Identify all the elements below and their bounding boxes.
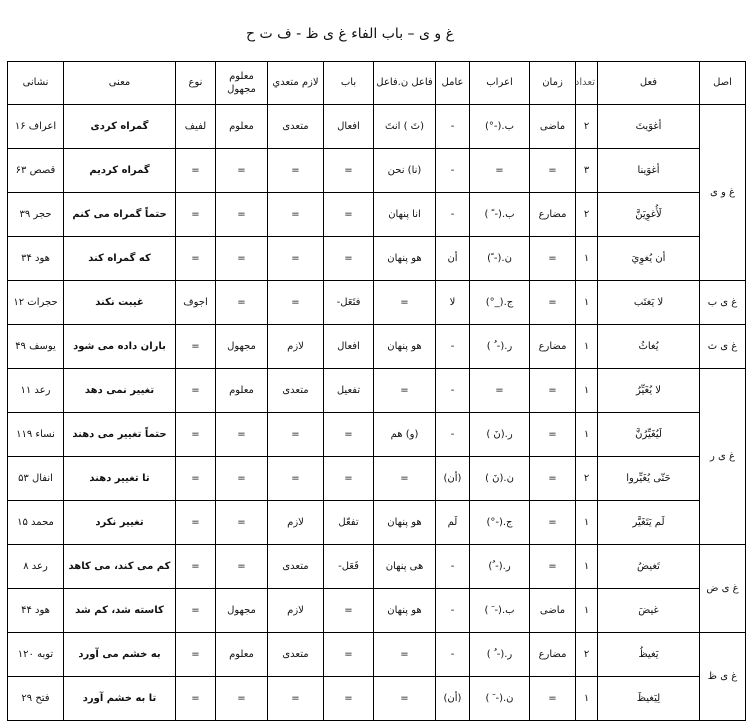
count-cell: ۱ (576, 281, 598, 325)
tense-cell: = (530, 545, 576, 589)
pattern-cell: = (324, 149, 374, 193)
verb-cell: أغوَيتَ (598, 105, 700, 149)
voice-cell: = (216, 281, 268, 325)
count-cell: ۳ (576, 149, 598, 193)
meaning-cell: تغییر نکرد (64, 501, 176, 545)
transitivity-cell: = (268, 413, 324, 457)
type-cell: = (176, 413, 216, 457)
header-row (8, 62, 746, 105)
inflection-cell: ر.(نَ ) (470, 413, 530, 457)
pattern-cell: = (324, 413, 374, 457)
table-row (8, 633, 746, 677)
reference-cell: فتح ۲۹ (8, 677, 64, 721)
voice-cell: = (216, 193, 268, 237)
subject-cell: = (374, 633, 436, 677)
count-cell: ۱ (576, 501, 598, 545)
governor-cell: - (436, 633, 470, 677)
meaning-cell: حتماً گمراه می کنم (64, 193, 176, 237)
verb-cell: أغوَينا (598, 149, 700, 193)
header-erab: اعراب (470, 62, 530, 105)
subject-cell: = (374, 369, 436, 413)
voice-cell: = (216, 413, 268, 457)
pattern-cell: تفعّل (324, 501, 374, 545)
voice-cell: مجهول (216, 589, 268, 633)
voice-cell: = (216, 677, 268, 721)
transitivity-cell: = (268, 149, 324, 193)
pattern-cell: افعال (324, 325, 374, 369)
count-cell: ۱ (576, 237, 598, 281)
count-cell: ۲ (576, 193, 598, 237)
inflection-cell: ب.(-°) (470, 105, 530, 149)
table-row (8, 237, 746, 281)
count-cell: ۲ (576, 633, 598, 677)
header-asl: اصل (700, 62, 746, 105)
count-cell: ۱ (576, 589, 598, 633)
governor-cell: - (436, 413, 470, 457)
transitivity-cell: متعدی (268, 105, 324, 149)
header-neshani: نشانی (8, 62, 64, 105)
transitivity-cell: لازم (268, 589, 324, 633)
meaning-cell: به خشم می آورد (64, 633, 176, 677)
governor-cell: - (436, 105, 470, 149)
transitivity-cell: متعدی (268, 545, 324, 589)
transitivity-cell: = (268, 677, 324, 721)
inflection-cell: ن.(- َ ) (470, 677, 530, 721)
tense-cell: مضارع (530, 325, 576, 369)
meaning-cell: کاسته شد، کم شد (64, 589, 176, 633)
inflection-cell: ر.(- ُ) (470, 545, 530, 589)
pattern-cell: = (324, 677, 374, 721)
header-fael: فاعل ن.فاعل (374, 62, 436, 105)
voice-cell: معلوم (216, 369, 268, 413)
tense-cell: = (530, 369, 576, 413)
reference-cell: هود ۴۴ (8, 589, 64, 633)
header-lazem: لازم متعدي (268, 62, 324, 105)
governor-cell: أن (436, 237, 470, 281)
type-cell: = (176, 589, 216, 633)
pattern-cell: = (324, 633, 374, 677)
table-row (8, 413, 746, 457)
inflection-cell: = (470, 149, 530, 193)
table-row (8, 589, 746, 633)
type-cell: = (176, 501, 216, 545)
tense-cell: = (530, 237, 576, 281)
verb-cell: لِيَغيظَ (598, 677, 700, 721)
table-row (8, 149, 746, 193)
type-cell: = (176, 457, 216, 501)
subject-cell: هو پنهان (374, 501, 436, 545)
inflection-cell: = (470, 369, 530, 413)
table-row (8, 105, 746, 149)
transitivity-cell: لازم (268, 325, 324, 369)
subject-cell: انا پنهان (374, 193, 436, 237)
subject-cell: هو پنهان (374, 237, 436, 281)
meaning-cell: کم می کند، می کاهد (64, 545, 176, 589)
reference-cell: رعد ۱۱ (8, 369, 64, 413)
meaning-cell: گمراه کردی (64, 105, 176, 149)
type-cell: اجوف (176, 281, 216, 325)
reference-cell: حجر ۳۹ (8, 193, 64, 237)
voice-cell: معلوم (216, 105, 268, 149)
table-body (8, 105, 746, 721)
table-row (8, 501, 746, 545)
pattern-cell: = (324, 589, 374, 633)
count-cell: ۱ (576, 413, 598, 457)
subject-cell: (و) هم (374, 413, 436, 457)
header-mana: معنی (64, 62, 176, 105)
tense-cell: ماضی (530, 589, 576, 633)
pattern-cell: = (324, 237, 374, 281)
meaning-cell: غیبت نکند (64, 281, 176, 325)
inflection-cell: ن.(نَ ) (470, 457, 530, 501)
type-cell: = (176, 369, 216, 413)
tense-cell: مضارع (530, 633, 576, 677)
type-cell: = (176, 633, 216, 677)
voice-cell: مجهول (216, 325, 268, 369)
voice-cell: = (216, 501, 268, 545)
pattern-cell: فَعَل- (324, 545, 374, 589)
voice-cell: = (216, 457, 268, 501)
type-cell: = (176, 325, 216, 369)
header-zaman: زمان (530, 62, 576, 105)
transitivity-cell: = (268, 457, 324, 501)
verb-cell: يَغيظُ (598, 633, 700, 677)
tense-cell: ماضی (530, 105, 576, 149)
subject-cell: (نا) نحن (374, 149, 436, 193)
header-bab: باب (324, 62, 374, 105)
verb-cell: غيضَ (598, 589, 700, 633)
pattern-cell: = (324, 193, 374, 237)
governor-cell: لَم (436, 501, 470, 545)
governor-cell: (أن) (436, 677, 470, 721)
root-cell: غ ی ظ (700, 633, 746, 721)
transitivity-cell: = (268, 281, 324, 325)
root-cell: غ ی ض (700, 545, 746, 633)
verb-cell: أن يُغوِيَ (598, 237, 700, 281)
reference-cell: هود ۳۴ (8, 237, 64, 281)
meaning-cell: تغییر نمی دهد (64, 369, 176, 413)
subject-cell: = (374, 677, 436, 721)
table-row (8, 369, 746, 413)
count-cell: ۱ (576, 325, 598, 369)
governor-cell: - (436, 545, 470, 589)
meaning-cell: گمراه کردیم (64, 149, 176, 193)
verb-cell: لا يَغتَب (598, 281, 700, 325)
meaning-cell: حتماً تغییر می دهند (64, 413, 176, 457)
root-cell: غ ی ث (700, 325, 746, 369)
type-cell: = (176, 237, 216, 281)
pattern-cell: تفعیل (324, 369, 374, 413)
type-cell: = (176, 545, 216, 589)
governor-cell: - (436, 589, 470, 633)
voice-cell: = (216, 149, 268, 193)
meaning-cell: باران داده می شود (64, 325, 176, 369)
table-row (8, 457, 746, 501)
tense-cell: = (530, 501, 576, 545)
tense-cell: = (530, 281, 576, 325)
tense-cell: = (530, 149, 576, 193)
tense-cell: = (530, 677, 576, 721)
voice-cell: = (216, 545, 268, 589)
verb-cell: لا يُغَيِّرُ (598, 369, 700, 413)
count-cell: ۱ (576, 369, 598, 413)
header-naw: نوع (176, 62, 216, 105)
header-fel: فعل (598, 62, 700, 105)
verb-cell: لَيُغَيِّرُنَّ (598, 413, 700, 457)
type-cell: = (176, 677, 216, 721)
inflection-cell: ب.(- ً ) (470, 193, 530, 237)
count-cell: ۲ (576, 105, 598, 149)
reference-cell: محمد ۱۵ (8, 501, 64, 545)
transitivity-cell: = (268, 193, 324, 237)
count-cell: ۱ (576, 677, 598, 721)
subject-cell: = (374, 281, 436, 325)
verb-cell: تَغيضُ (598, 545, 700, 589)
voice-cell: معلوم (216, 633, 268, 677)
reference-cell: انفال ۵۳ (8, 457, 64, 501)
governor-cell: لا (436, 281, 470, 325)
transitivity-cell: = (268, 237, 324, 281)
verb-cell: لَم يَتَغَيَّر (598, 501, 700, 545)
inflection-cell: ج.(-°) (470, 501, 530, 545)
reference-cell: حجرات ۱۲ (8, 281, 64, 325)
subject-cell: (تَ ) انتَ (374, 105, 436, 149)
tense-cell: = (530, 457, 576, 501)
governor-cell: - (436, 325, 470, 369)
table-row (8, 545, 746, 589)
governor-cell: (أن) (436, 457, 470, 501)
verb-analysis-table (7, 61, 746, 721)
governor-cell: - (436, 149, 470, 193)
verb-cell: يُغاثُ (598, 325, 700, 369)
subject-cell: = (374, 457, 436, 501)
verb-cell: لَأُغوِيَنَّ (598, 193, 700, 237)
transitivity-cell: متعدی (268, 369, 324, 413)
inflection-cell: ب.(- َ ) (470, 589, 530, 633)
tense-cell: مضارع (530, 193, 576, 237)
root-cell: غ ی ر (700, 369, 746, 545)
governor-cell: - (436, 193, 470, 237)
count-cell: ۲ (576, 457, 598, 501)
reference-cell: یوسف ۴۹ (8, 325, 64, 369)
table-row (8, 193, 746, 237)
subject-cell: هو پنهان (374, 325, 436, 369)
reference-cell: نساء ۱۱۹ (8, 413, 64, 457)
root-cell: غ ی ب (700, 281, 746, 325)
meaning-cell: تا تغییر دهند (64, 457, 176, 501)
type-cell: لفیف (176, 105, 216, 149)
verb-cell: حَتّی يُغَيِّروا (598, 457, 700, 501)
voice-cell: = (216, 237, 268, 281)
table-row (8, 677, 746, 721)
inflection-cell: ج.(_°) (470, 281, 530, 325)
pattern-cell: افعال (324, 105, 374, 149)
governor-cell: - (436, 369, 470, 413)
meaning-cell: تا به خشم آورد (64, 677, 176, 721)
subject-cell: هی پنهان (374, 545, 436, 589)
table-row (8, 281, 746, 325)
header-tedad: تعداد (576, 62, 598, 105)
subject-cell: هو پنهان (374, 589, 436, 633)
type-cell: = (176, 193, 216, 237)
tense-cell: = (530, 413, 576, 457)
reference-cell: اعراف ۱۶ (8, 105, 64, 149)
transitivity-cell: متعدی (268, 633, 324, 677)
reference-cell: رعد ۸ (8, 545, 64, 589)
inflection-cell: ر.(- ُ ) (470, 633, 530, 677)
meaning-cell: که گمراه کند (64, 237, 176, 281)
pattern-cell: = (324, 457, 374, 501)
pattern-cell: فتَعَل- (324, 281, 374, 325)
reference-cell: قصص ۶۳ (8, 149, 64, 193)
root-cell: غ و ی (700, 105, 746, 281)
inflection-cell: ن.(- ً) (470, 237, 530, 281)
type-cell: = (176, 149, 216, 193)
table-row (8, 325, 746, 369)
inflection-cell: ر.(- ُ ) (470, 325, 530, 369)
header-amel: عامل (436, 62, 470, 105)
header-maloom: معلوم مجهول (216, 62, 268, 105)
reference-cell: توبه ۱۲۰ (8, 633, 64, 677)
page-title: غ و ی – باب الفاء غ ی ظ - ف ت ح (246, 26, 454, 42)
transitivity-cell: لازم (268, 501, 324, 545)
count-cell: ۱ (576, 545, 598, 589)
